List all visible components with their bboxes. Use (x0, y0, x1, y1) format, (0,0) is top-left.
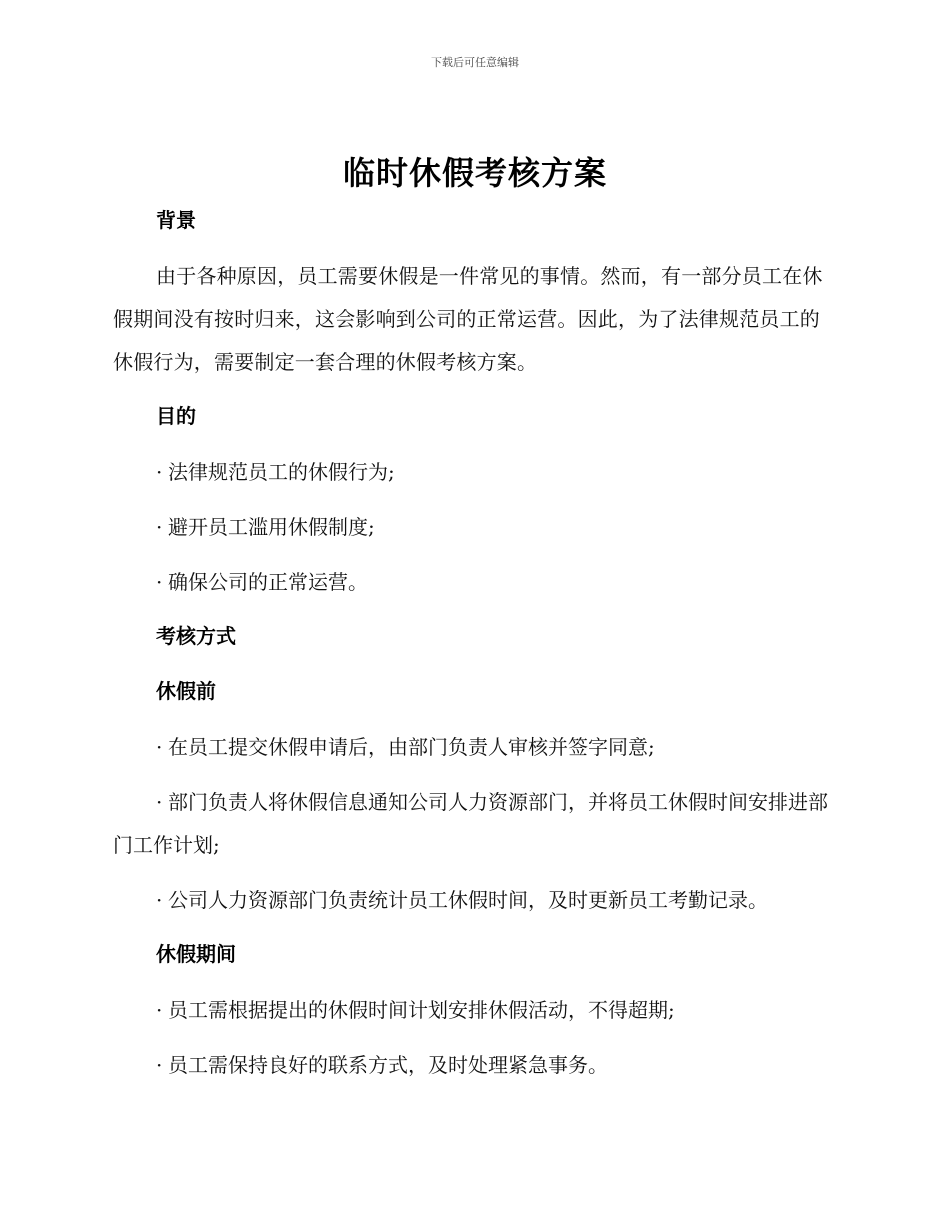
paragraph-background: 由于各种原因，员工需要休假是一件常见的事情。然而，有一部分员工在休假期间没有按时归来，这会影响到公司的正常运营。因此，为了法律规范员工的休假行为，需要制定一套合理的休假考核方案。 (113, 264, 823, 374)
heading-during-leave: 休假期间 (156, 942, 236, 966)
bullet-item (113, 506, 835, 549)
bullet-text: 避开员工滥用休假制度; (168, 515, 375, 539)
bullet-dot: · (156, 888, 163, 912)
bullet-item (113, 1044, 835, 1087)
bullet-dot: · (156, 735, 163, 759)
bullet-text: 公司人力资源部门负责统计员工休假时间，及时更新员工考勤记录。 (168, 888, 768, 912)
bullet-text: 在员工提交休假申请后，由部门负责人审核并签字同意; (168, 735, 655, 759)
heading-background: 背景 (156, 208, 196, 232)
bullet-text: 部门负责人将休假信息通知公司人力资源部门，并将员工休假时间安排进部门工作计划; (113, 790, 828, 857)
bullet-text: 员工需根据提出的休假时间计划安排休假活动，不得超期; (168, 998, 675, 1022)
bullet-item (113, 879, 835, 922)
bullet-dot: · (156, 998, 163, 1022)
bullet-dot: · (156, 790, 163, 814)
bullet-item (113, 781, 835, 867)
document-body (113, 200, 835, 1099)
bullet-item (113, 561, 835, 604)
bullet-dot: · (156, 515, 163, 539)
bullet-text: 员工需保持良好的联系方式，及时处理紧急事务。 (168, 1053, 608, 1077)
bullet-dot: · (156, 570, 163, 594)
bullet-text: 法律规范员工的休假行为; (168, 460, 395, 484)
heading-method: 考核方式 (156, 624, 236, 648)
bullet-dot: · (156, 460, 163, 484)
document-title: 临时休假考核方案 (342, 154, 607, 192)
bullet-item (113, 726, 835, 769)
header-note: 下载后可任意编辑 (431, 56, 519, 69)
bullet-item (113, 451, 835, 494)
bullet-dot: · (156, 1053, 163, 1077)
heading-purpose: 目的 (156, 404, 196, 428)
bullet-item (113, 989, 835, 1032)
bullet-text: 确保公司的正常运营。 (168, 570, 368, 594)
heading-before-leave: 休假前 (156, 679, 216, 703)
